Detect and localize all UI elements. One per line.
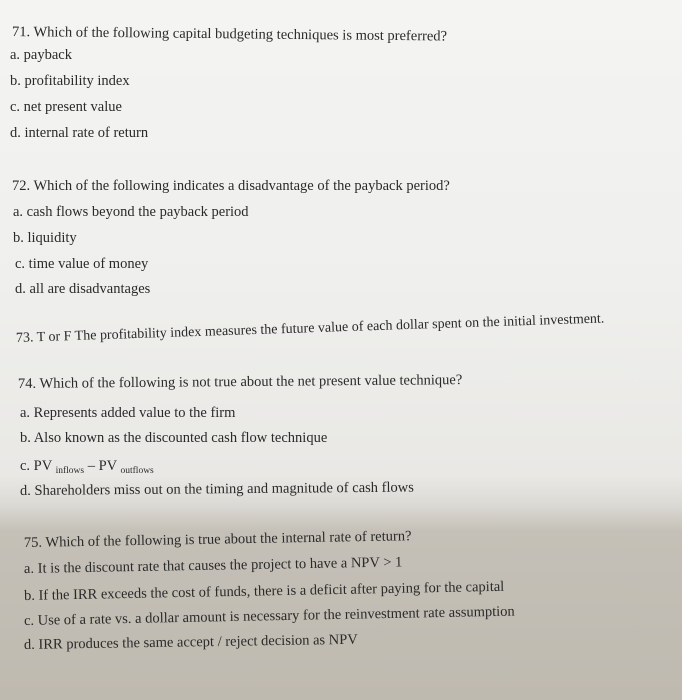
question-stem: Which of the following capital budgeting techniques is most preferred? bbox=[33, 24, 448, 45]
question-stem: Which of the following is not true about the net present value technique? bbox=[39, 372, 463, 392]
question-number: 74. bbox=[17, 375, 37, 392]
option-b: b. liquidity bbox=[13, 230, 77, 246]
question-text bbox=[16, 311, 605, 347]
question-stem: T or F The profitability index measures the future value of each dollar spent on the initial investment. bbox=[36, 311, 605, 346]
question-number: 75. bbox=[23, 534, 43, 551]
option-c bbox=[20, 458, 154, 476]
question-number: 72. bbox=[12, 178, 31, 194]
question-stem: Which of the following is true about the internal rate of return? bbox=[45, 528, 412, 551]
question-text bbox=[12, 24, 447, 46]
subscript-outflows: outflows bbox=[120, 466, 154, 476]
question-number: 71. bbox=[11, 24, 31, 41]
option-d: d. all are disadvantages bbox=[15, 281, 151, 297]
option-a: a. It is the discount rate that causes the project to have a NPV > 1 bbox=[23, 554, 403, 577]
question-text bbox=[24, 528, 412, 552]
question-number: 73. bbox=[15, 330, 34, 346]
option-c: c. net present value bbox=[10, 99, 122, 115]
option-d: d. IRR produces the same accept / reject decision as NPV bbox=[23, 631, 358, 653]
question-text bbox=[18, 372, 462, 393]
option-c: c. time value of money bbox=[15, 256, 149, 272]
option-b: b. profitability index bbox=[10, 73, 130, 89]
question-text bbox=[12, 178, 450, 195]
option-a: a. payback bbox=[10, 47, 72, 63]
option-d: d. Shareholders miss out on the timing and magnitude of cash flows bbox=[19, 479, 414, 499]
option-a: a. Represents added value to the firm bbox=[20, 405, 236, 421]
option-d: d. internal rate of return bbox=[10, 125, 149, 141]
option-c: c. Use of a rate vs. a dollar amount is necessary for the reinvestment rate assumption bbox=[23, 603, 515, 629]
subscript-inflows: inflows bbox=[55, 466, 85, 476]
minus-pv: – PV bbox=[84, 458, 121, 474]
option-a: a. cash flows beyond the payback period bbox=[13, 204, 249, 220]
option-b: b. If the IRR exceeds the cost of funds, there is a deficit after paying for the capital bbox=[23, 578, 505, 604]
question-stem: Which of the following indicates a disadvantage of the payback period? bbox=[33, 178, 450, 194]
option-b: b. Also known as the discounted cash flow technique bbox=[20, 430, 328, 446]
option-c-label: c. PV bbox=[20, 458, 52, 474]
